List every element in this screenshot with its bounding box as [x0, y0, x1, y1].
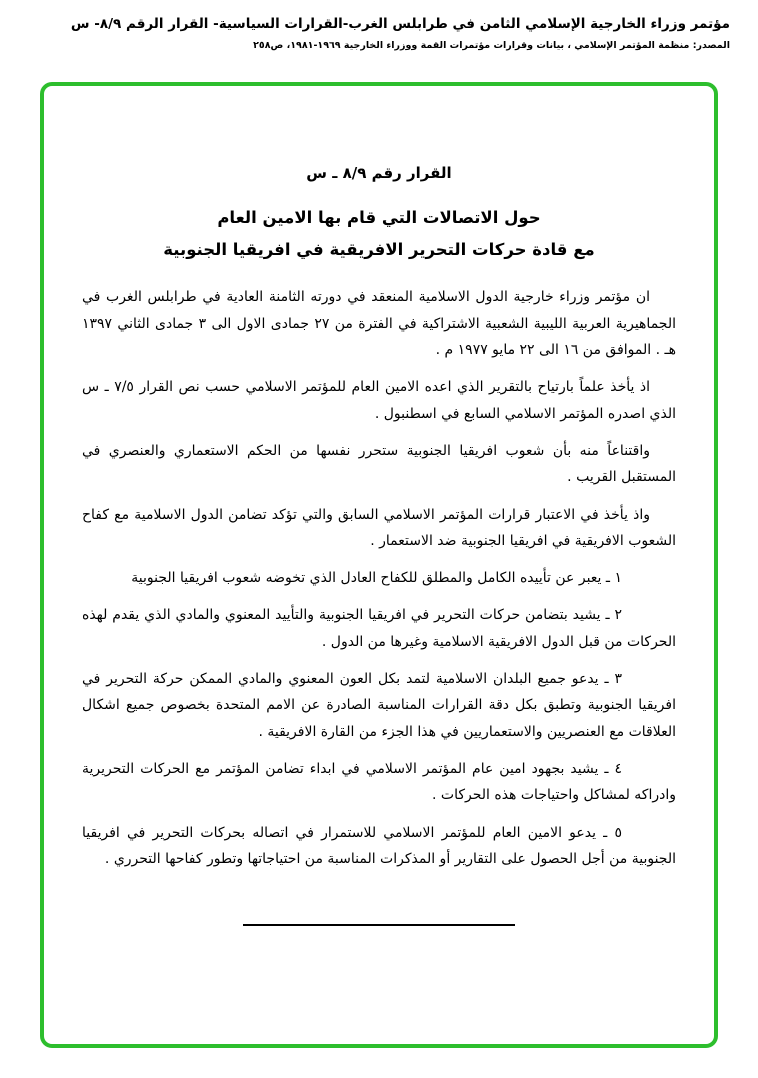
resolution-item: ٤ ـ يشيد بجهود امين عام المؤتمر الاسلامي في ابداء تضامن المؤتمر مع الحركات التحريرية وادراكه لمشاكل واحتياجات هذه الحركات . [82, 761, 676, 804]
preamble-paragraph: واقتناعاً منه بأن شعوب افريقيا الجنوبية ستحرر نفسها من الحكم الاستعماري والعنصري في المستقبل القريب . [82, 442, 676, 486]
preamble-paragraph: ان مؤتمر وزراء خارجية الدول الاسلامية المنعقد في دورته الثامنة العادية في طرابلس الغرب في الجماهيرية العربية الليبية الشعبية الاشتراكية في الفترة من ٢٧ جمادى الاول الى ٣ جمادى الثاني ١٣٩٧ هـ . الموافق من ١٦ الى ٢٢ مايو ١٩٧٧ م . [82, 289, 676, 358]
document-title-line1: حول الاتصالات التي قام بها الامين العام [217, 208, 541, 227]
document-body [82, 284, 676, 872]
document-title-line2: مع قادة حركات التحرير الافريقية في افريقيا الجنوبية [163, 240, 595, 260]
document-content [44, 86, 714, 926]
header-title: مؤتمر وزراء الخارجية الإسلامي الثامن في طرابلس الغرب-القرارات السياسية- القرار الرقم ٨/٩- س [70, 16, 730, 32]
resolution-item: ٢ ـ يشيد بتضامن حركات التحرير في افريقيا الجنوبية والتأييد المعنوي والمادي الذي يقدم لهذه الحركات من قبل الدول الافريقية الاسلامية وغيرها من الدول . [82, 607, 676, 650]
document-header [28, 14, 730, 53]
signature-divider [243, 924, 515, 926]
resolution-item: ٥ ـ يدعو الامين العام للمؤتمر الاسلامي للاستمرار في اتصاله بحركات التحرير في افريقيا الجنوبية من أجل الحصول على التقارير أو المذكرات المناسبة من احتياجاتها وتطور كفاحها التحرري . [82, 824, 676, 867]
document-frame [40, 82, 718, 1048]
header-source: المصدر: منظمة المؤتمر الإسلامي ، بيانات وقرارات مؤتمرات القمة ووزراء الخارجية ١٩٦٩-١٩٨١، ص٢٥٨ [253, 40, 730, 52]
preamble-paragraph: واذ يأخذ في الاعتبار قرارات المؤتمر الاسلامي السابق والتي تؤكد تضامن الدول الاسلامية مع كفاح الشعوب الافريقية في افريقيا الجنوبية ضد الاستعمار . [82, 506, 676, 549]
resolution-number: القرار رقم ٨/٩ ـ س [306, 164, 452, 182]
preamble-paragraph: اذ يأخذ علماً بارتياح بالتقرير الذي اعده الامين العام للمؤتمر الاسلامي حسب نص القرار ٧/٥ ـ س الذي اصدره المؤتمر الاسلامي السابع في اسطنبول . [82, 379, 676, 422]
resolution-item: ١ ـ يعبر عن تأييده الكامل والمطلق للكفاح العادل الذي تخوضه شعوب افريقيا الجنوبية [131, 570, 622, 587]
resolution-item: ٣ ـ يدعو جميع البلدان الاسلامية لتمد بكل العون المعنوي والمادي الممكن حركة التحرير في افريقيا الجنوبية وتطبق بكل دقة القرارات المناسبة الصادرة عن الامم المتحدة بخصوص جميع اشكال العلاقات مع العنصريين والاستعماريين في هذا الجزء من القارة الافريقية . [82, 671, 676, 740]
